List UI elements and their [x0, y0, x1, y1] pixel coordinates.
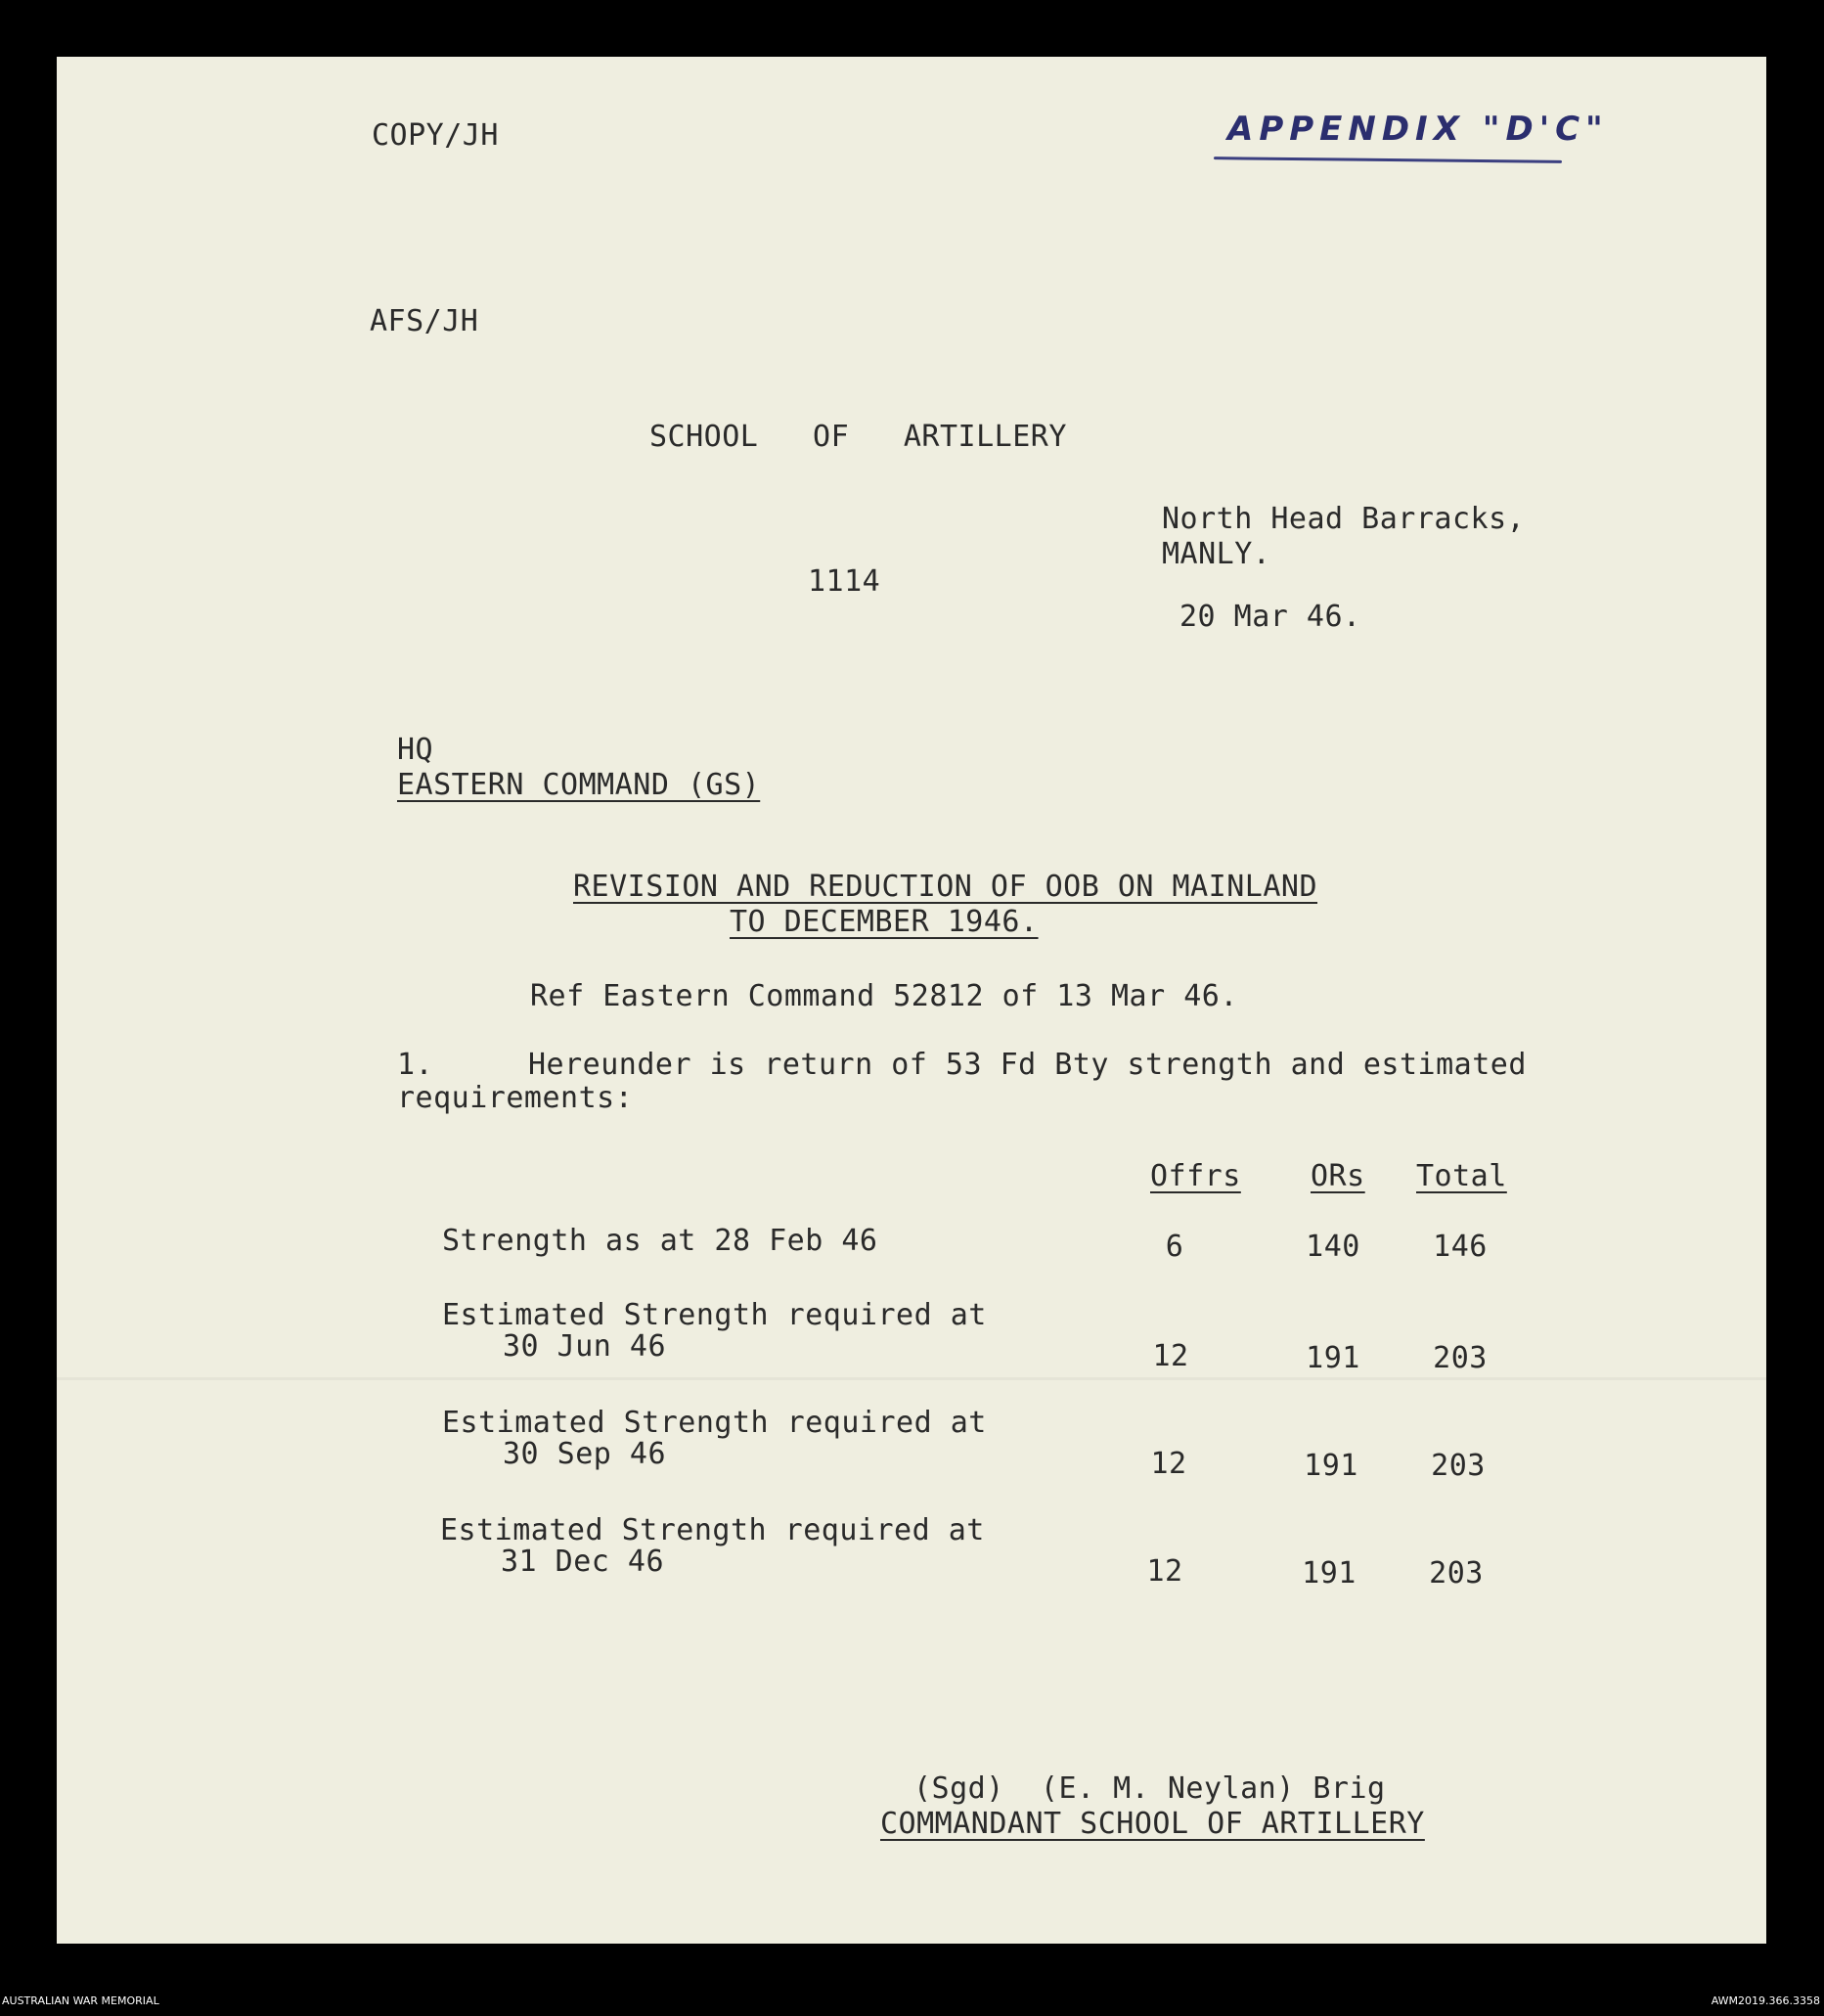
signature-title: COMMANDANT SCHOOL OF ARTILLERY [880, 1807, 1425, 1841]
subject-line-2: TO DECEMBER 1946. [730, 905, 1039, 939]
address-line-2: MANLY. [1162, 537, 1271, 571]
handwritten-appendix-note: APPENDIX "D'C" [1227, 110, 1609, 149]
reference-line: Ref Eastern Command 52812 of 13 Mar 46. [530, 979, 1238, 1013]
table-cell-total: 146 [1433, 1230, 1488, 1264]
table-row-label: Estimated Strength required at [442, 1406, 987, 1440]
signature-line: (Sgd) (E. M. Neylan) Brig [913, 1771, 1386, 1806]
table-row-date: 30 Sep 46 [503, 1437, 667, 1471]
addressee-line-2: EASTERN COMMAND (GS) [397, 768, 761, 802]
footer-institution: AUSTRALIAN WAR MEMORIAL [2, 1994, 159, 2007]
table-cell-ors: 140 [1306, 1230, 1360, 1264]
column-header-offrs: Offrs [1150, 1159, 1241, 1193]
table-row-label: Estimated Strength required at [442, 1298, 987, 1332]
address-line-1: North Head Barracks, [1162, 502, 1526, 536]
letterhead-title: SCHOOL OF ARTILLERY [649, 420, 1067, 454]
table-cell-offrs: 12 [1150, 1447, 1187, 1481]
paragraph-number: 1. [397, 1048, 434, 1082]
table-cell-total: 203 [1431, 1449, 1486, 1483]
column-header-total: Total [1416, 1159, 1507, 1193]
addressee-line-1: HQ [397, 733, 434, 767]
paragraph-text-line-2: requirements: [397, 1081, 634, 1115]
subject-line-1: REVISION AND REDUCTION OF OOB ON MAINLAND [573, 870, 1318, 904]
table-row-date: 31 Dec 46 [501, 1545, 665, 1579]
table-cell-offrs: 6 [1165, 1230, 1184, 1264]
table-row-label: Estimated Strength required at [440, 1513, 985, 1547]
table-cell-offrs: 12 [1146, 1554, 1183, 1589]
file-reference: AFS/JH [370, 304, 479, 338]
table-cell-ors: 191 [1304, 1449, 1358, 1483]
table-cell-offrs: 12 [1152, 1339, 1189, 1373]
table-cell-ors: 191 [1306, 1341, 1360, 1375]
copy-reference: COPY/JH [372, 118, 499, 153]
document-page [57, 57, 1766, 1944]
paragraph-text-line-1: Hereunder is return of 53 Fd Bty strength and estimated [528, 1048, 1527, 1082]
table-cell-ors: 191 [1302, 1556, 1357, 1590]
footer-accession-number: AWM2019.366.3358 [1711, 1994, 1820, 2007]
table-row-label: Strength as at 28 Feb 46 [442, 1224, 878, 1258]
table-cell-total: 203 [1429, 1556, 1484, 1590]
table-row-date: 30 Jun 46 [503, 1329, 667, 1364]
column-header-ors: ORs [1311, 1159, 1365, 1193]
handwritten-underline [1214, 157, 1562, 163]
document-date: 20 Mar 46. [1179, 600, 1361, 634]
document-number: 1114 [808, 564, 881, 599]
table-cell-total: 203 [1433, 1341, 1488, 1375]
